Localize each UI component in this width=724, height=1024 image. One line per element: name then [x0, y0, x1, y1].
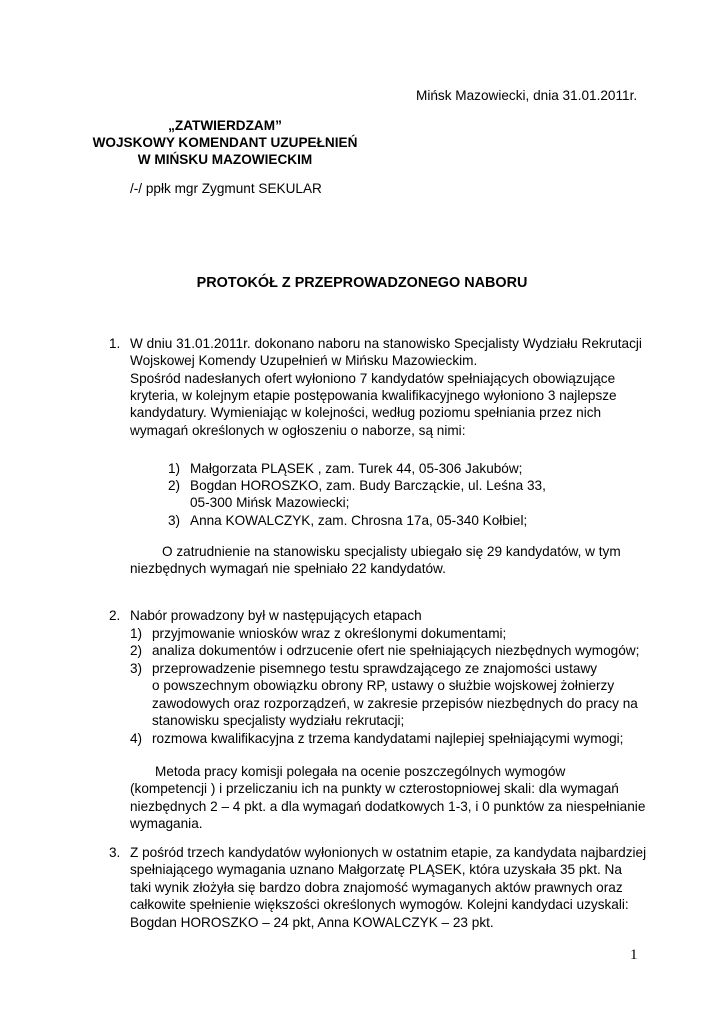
stage-number: 2): [130, 643, 143, 658]
section-1-line: Spośród nadesłanych ofert wyłoniono 7 kandydatów spełniających obowiązujące: [130, 371, 616, 386]
stage-line: zawodowych oraz rozporządzeń, w zakresie przepisów niezbędnych do pracy na: [152, 696, 638, 711]
stage-number: 3): [130, 661, 143, 676]
section-2-paragraph: Metoda pracy komisji polegała na ocenie poszczególnych wymogów: [155, 764, 566, 779]
section-1-line: wymagań określonych w ogłoszeniu o naborze, są nimi:: [130, 423, 466, 438]
candidate-line: Bogdan HOROSZKO, zam. Budy Barcząckie, ul. Leśna 33,: [190, 478, 546, 493]
stage-line: przeprowadzenie pisemnego testu sprawdzającego ze znajomości ustawy: [152, 661, 598, 676]
section-1-paragraph: O zatrudnienie na stanowisku specjalisty ubiegało się 29 kandydatów, w tym: [162, 544, 621, 559]
candidate-number: 1): [168, 461, 181, 476]
section-3-number: 3.: [109, 845, 121, 860]
stage-number: 4): [130, 731, 143, 746]
section-1-number: 1.: [109, 336, 121, 351]
commander-title: WOJSKOWY KOMENDANT UZUPEŁNIEŃ: [92, 135, 358, 150]
section-1-line: Wojskowej Komendy Uzupełnień w Mińsku Mazowieckim.: [130, 353, 478, 368]
section-2-paragraph: niezbędnych 2 – 4 pkt. a dla wymagań dodatkowych 1-3, i 0 punktów za niespełnianie: [130, 799, 646, 814]
section-2-paragraph: wymagania.: [130, 816, 203, 831]
place-date: Mińsk Mazowiecki, dnia 31.01.2011r.: [416, 88, 638, 103]
commander-place: W MIŃSKU MAZOWIECKIM: [137, 152, 313, 167]
section-3-line: Z pośród trzech kandydatów wyłonionych w ostatnim etapie, za kandydata najbardziej: [130, 845, 647, 860]
section-3-line: taki wynik złożyła się bardzo dobra znajomość wymaganych aktów prawnych oraz: [130, 880, 623, 895]
stage-number: 1): [130, 626, 143, 641]
candidate-line: 05-300 Mińsk Mazowiecki;: [190, 495, 350, 510]
section-1-line: kryteria, w kolejnym etapie postępowania kwalifikacyjnego wyłoniono 3 najlepsze: [130, 388, 617, 403]
approval-stamp: „ZATWIERDZAM”: [168, 118, 282, 133]
stage-line: rozmowa kwalifikacyjna z trzema kandydatami najlepiej spełniającymi wymogi;: [152, 731, 624, 746]
section-3-line: całkowite spełnienie większości określonych wymogów. Kolejni kandydaci uzyskali:: [130, 897, 629, 912]
stage-line: o powszechnym obowiązku obrony RP, ustawy o służbie wojskowej żołnierzy: [152, 678, 615, 693]
candidate-number: 2): [168, 478, 181, 493]
candidate-line: Małgorzata PLĄSEK , zam. Turek 44, 05-306 Jakubów;: [190, 461, 523, 476]
signature-line: /-/ ppłk mgr Zygmunt SEKULAR: [130, 181, 322, 196]
section-2-paragraph: (kompetencji ) i przeliczaniu ich na punkty w czterostopniowej skali: dla wymagań: [130, 781, 619, 796]
document-title: PROTOKÓŁ Z PRZEPROWADZONEGO NABORU: [196, 275, 528, 291]
page-number: 1: [630, 947, 638, 963]
section-2-intro: Nabór prowadzony był w następujących etapach: [130, 608, 422, 623]
section-3-line: Bogdan HOROSZKO – 24 pkt, Anna KOWALCZYK – 23 pkt.: [130, 915, 494, 930]
stage-line: analiza dokumentów i odrzucenie ofert nie spełniających niezbędnych wymogów;: [152, 643, 640, 658]
section-3-line: spełniającego wymagania uznano Małgorzatę PLĄSEK, która uzyskała 35 pkt. Na: [130, 862, 622, 877]
section-1-line: W dniu 31.01.2011r. dokonano naboru na stanowisko Specjalisty Wydziału Rekrutacji: [130, 336, 642, 351]
candidate-number: 3): [168, 513, 181, 528]
section-2-number: 2.: [109, 608, 121, 623]
section-1-line: kandydatury. Wymieniając w kolejności, według poziomu spełniania przez nich: [130, 405, 602, 420]
candidate-line: Anna KOWALCZYK, zam. Chrosna 17a, 05-340 Kołbiel;: [190, 513, 528, 528]
section-1-paragraph: niezbędnych wymagań nie spełniało 22 kandydatów.: [130, 561, 446, 576]
stage-line: stanowisku specjalisty wydziału rekrutacji;: [152, 713, 405, 728]
stage-line: przyjmowanie wniosków wraz z określonymi dokumentami;: [152, 626, 507, 641]
